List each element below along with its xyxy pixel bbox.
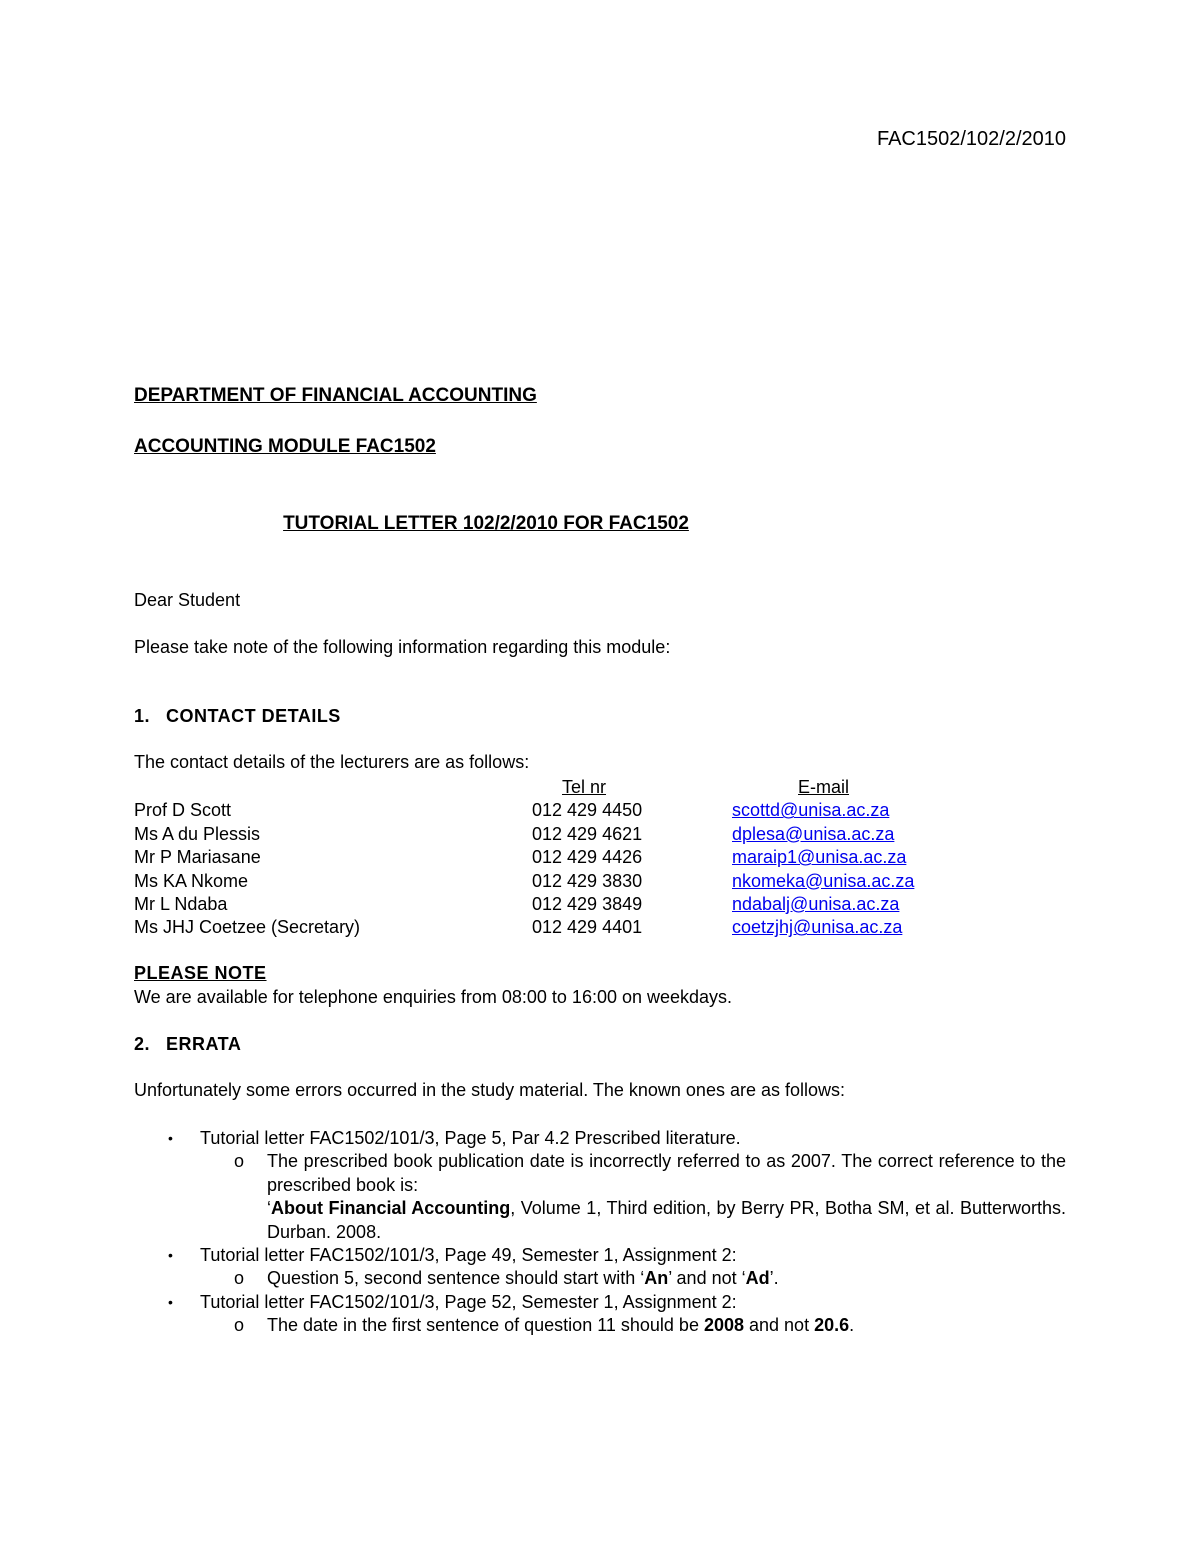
sub-list-item [134, 1150, 1066, 1244]
errata-sub-text: ’. [769, 1268, 779, 1289]
errata-intro: Unfortunately some errors occurred in the study material. The known ones are as follows: [134, 1080, 845, 1100]
sub-list-item [134, 1314, 1066, 1337]
contact-tel: 012 429 4450 [532, 800, 643, 821]
contact-row [134, 870, 1034, 893]
contact-tel: 012 429 3849 [532, 893, 643, 914]
contact-tel: 012 429 3830 [532, 870, 643, 891]
contact-tel: 012 429 4401 [532, 917, 643, 938]
bullet-icon: • [168, 1293, 173, 1310]
book-details: , Volume 1, Third edition, by Berry PR, Botha SM, et al. Butterworths. Durban. 2008. [267, 1198, 1066, 1242]
email-column-header: E-mail [798, 777, 850, 797]
contact-email-link[interactable]: nkomeka@unisa.ac.za [732, 870, 915, 891]
section-errata [134, 1034, 241, 1055]
list-item [134, 1291, 1066, 1314]
contact-row [134, 893, 1034, 916]
sub-bullet-icon: o [234, 1315, 245, 1336]
please-note-text: We are available for telephone enquiries from 08:00 to 16:00 on weekdays. [134, 987, 733, 1007]
section-title: CONTACT DETAILS [166, 706, 341, 726]
bold-term: An [644, 1268, 669, 1289]
bullet-icon: • [168, 1130, 173, 1146]
bold-term: 20.6 [814, 1315, 850, 1336]
contact-row [134, 823, 1034, 846]
bold-term: Ad [745, 1268, 770, 1289]
section-number: 2. [134, 1034, 151, 1054]
contact-name: Ms JHJ Coetzee (Secretary) [134, 917, 361, 938]
contact-name: Mr L Ndaba [134, 893, 228, 914]
bold-term: 2008 [703, 1315, 745, 1336]
list-item [134, 1127, 1066, 1150]
errata-item-text: Tutorial letter FAC1502/101/3, Page 52, Semester 1, Assignment 2: [200, 1291, 737, 1312]
tel-column-header: Tel nr [562, 777, 607, 797]
contact-row [134, 846, 1034, 869]
contact-email-link[interactable]: coetzjhj@unisa.ac.za [732, 917, 903, 938]
errata-list [134, 1127, 1066, 1338]
contact-email-link[interactable]: scottd@unisa.ac.za [732, 800, 890, 821]
greeting: Dear Student [134, 590, 241, 610]
errata-sub-text: Question 5, second sentence should start with ‘ [267, 1268, 645, 1289]
contact-email-link[interactable]: maraip1@unisa.ac.za [732, 847, 907, 868]
contacts-table [134, 776, 1034, 940]
sub-list-item [134, 1267, 1066, 1290]
contact-name: Ms KA Nkome [134, 870, 249, 891]
contact-row [134, 916, 1034, 939]
contact-tel: 012 429 4426 [532, 847, 643, 868]
quote-mark: ‘ [267, 1198, 271, 1219]
contact-email-link[interactable]: dplesa@unisa.ac.za [732, 823, 895, 844]
contact-email-link[interactable]: ndabalj@unisa.ac.za [732, 893, 900, 914]
contact-name: Prof D Scott [134, 800, 232, 821]
errata-item-text: Tutorial letter FAC1502/101/3, Page 5, Par 4.2 Prescribed literature. [200, 1128, 741, 1148]
contact-row [134, 799, 1034, 822]
department-heading: DEPARTMENT OF FINANCIAL ACCOUNTING [134, 385, 537, 406]
tutorial-letter-heading: TUTORIAL LETTER 102/2/2010 FOR FAC1502 [283, 513, 689, 534]
book-title: About Financial Accounting [271, 1198, 511, 1219]
errata-sub-text: The date in the first sentence of question 11 should be [267, 1315, 704, 1336]
errata-sub-text: The prescribed book publication date is incorrectly referred to as 2007. The correct reference to the prescribed book is: [267, 1151, 1066, 1195]
intro-text: Please take note of the following information regarding this module: [134, 637, 671, 657]
bullet-icon: • [168, 1247, 173, 1264]
contact-tel: 012 429 4621 [532, 823, 643, 844]
errata-sub-text: ’ and not ‘ [668, 1268, 746, 1289]
contact-name: Mr P Mariasane [134, 847, 261, 868]
errata-item-text: Tutorial letter FAC1502/101/3, Page 49, Semester 1, Assignment 2: [200, 1245, 737, 1266]
please-note-title: PLEASE NOTE [134, 963, 267, 983]
contacts-intro: The contact details of the lecturers are as follows: [134, 752, 530, 772]
sub-bullet-icon: o [234, 1268, 245, 1289]
document-reference: FAC1502/102/2/2010 [876, 128, 1066, 150]
section-title: ERRATA [166, 1034, 242, 1054]
contacts-header-row [134, 776, 1034, 799]
section-contact-details [134, 706, 341, 727]
errata-sub-text: . [849, 1315, 855, 1336]
contact-name: Ms A du Plessis [134, 823, 261, 844]
module-heading: ACCOUNTING MODULE FAC1502 [134, 436, 436, 457]
section-number: 1. [134, 706, 151, 726]
sub-bullet-icon: o [234, 1151, 245, 1172]
list-item [134, 1244, 1066, 1267]
errata-sub-text: and not [744, 1315, 815, 1336]
